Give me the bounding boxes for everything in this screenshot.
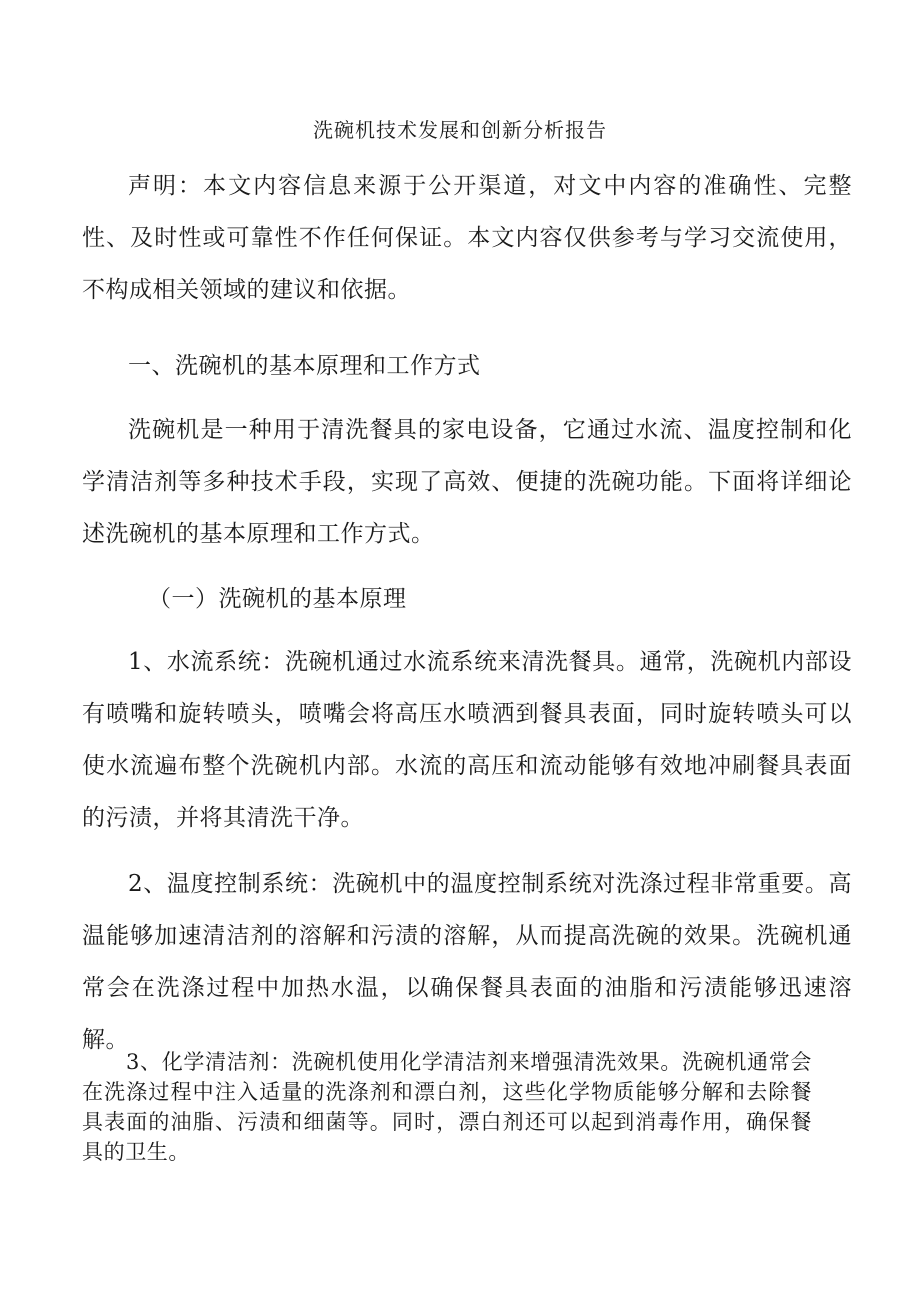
point-2-paragraph: 2、温度控制系统：洗碗机中的温度控制系统对洗涤过程非常重要。高温能够加速清洁剂的溶解和污渍的溶解，从而提高洗碗的效果。洗碗机通常会在洗涤过程中加热水温，以确保餐具表面的油脂和污渍能够迅速溶解。 — [82, 871, 852, 1053]
section-intro-paragraph: 洗碗机是一种用于清洗餐具的家电设备，它通过水流、温度控制和化学清洁剂等多种技术手段，实现了高效、便捷的洗碗功能。下面将详细论述洗碗机的基本原理和工作方式。 — [82, 417, 852, 547]
disclaimer-paragraph: 声明：本文内容信息来源于公开渠道，对文中内容的准确性、完整性、及时性或可靠性不作任何保证。本文内容仅供参考与学习交流使用，不构成相关领域的建议和依据。 — [82, 173, 852, 303]
section-heading: 一、洗碗机的基本原理和工作方式 — [128, 353, 481, 379]
document-title: 洗碗机技术发展和创新分析报告 — [313, 118, 607, 142]
subsection-heading: （一）洗碗机的基本原理 — [148, 586, 407, 612]
point-1-paragraph: 1、水流系统：洗碗机通过水流系统来清洗餐具。通常，洗碗机内部设有喷嘴和旋转喷头，喷嘴会将高压水喷洒到餐具表面，同时旋转喷头可以使水流遍布整个洗碗机内部。水流的高压和流动能够有效地冲刷餐具表面的污渍，并将其清洗干净。 — [82, 649, 852, 831]
point-3-paragraph: 3、化学清洁剂：洗碗机使用化学清洁剂来增强清洗效果。洗碗机通常会在洗涤过程中注入适量的洗涤剂和漂白剂，这些化学物质能够分解和去除餐具表面的油脂、污渍和细菌等。同时，漂白剂还可以起到消毒作用，确保餐具的卫生。 — [82, 1050, 812, 1164]
